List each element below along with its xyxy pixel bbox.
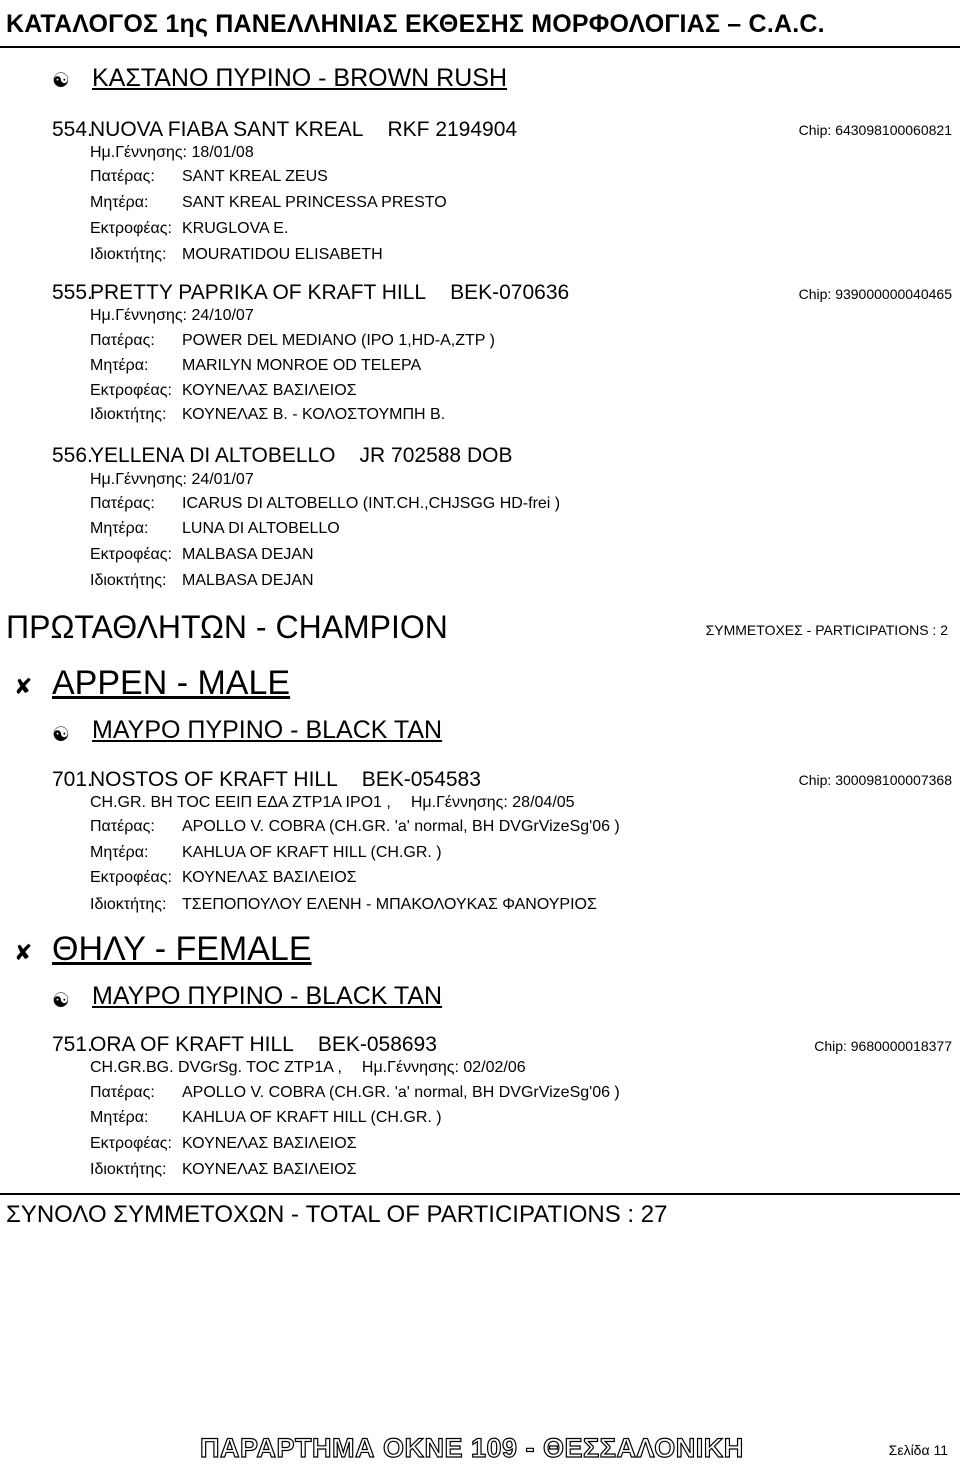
- owner-value: ΚΟΥΝΕΛΑΣ Β. - ΚΟΛΟΣΤΟΥΜΠΗ Β.: [182, 406, 446, 423]
- sire-value: POWER DEL MEDIANO (IPO 1,HD-A,ZTP ): [182, 332, 495, 349]
- breeder-label: Εκτροφέας:: [90, 869, 172, 886]
- cross-mark-icon: ✘: [14, 674, 33, 699]
- entry-breeder-row: [90, 382, 357, 400]
- entry-number: 556.: [52, 444, 93, 467]
- entry-sire-row: [90, 495, 560, 513]
- entry-name: ORA OF KRAFT HILL: [90, 1033, 294, 1056]
- entry-breeder-row: [90, 546, 314, 564]
- color-group-heading: ΜΑΥΡΟ ΠΥΡΙΝΟ - BLACK TAN: [92, 982, 443, 1010]
- sire-value: APOLLO V. COBRA (CH.GR. 'a' normal, BH DVGrVizeSg'06 ): [182, 818, 620, 835]
- entry-name: PRETTY PAPRIKA OF KRAFT HILL: [90, 281, 427, 304]
- breeder-label: Εκτροφέας:: [90, 1135, 172, 1152]
- owner-value: MALBASA DEJAN: [182, 572, 314, 589]
- owner-value: ΤΣΕΠΟΠΟΥΛΟΥ ΕΛΕΝΗ - ΜΠΑΚΟΛΟΥΚΑΣ ΦΑΝΟΥΡΙΟΣ: [182, 896, 597, 913]
- entry-owner-row: [90, 896, 597, 914]
- entry-owner-row: [90, 406, 445, 424]
- sire-label: Πατέρας:: [90, 1084, 155, 1101]
- entry-registration: RKF 2194904: [387, 118, 518, 141]
- breeder-label: Εκτροφέας:: [90, 382, 172, 399]
- owner-label: Ιδιοκτήτης:: [90, 572, 167, 589]
- entry-name: YELLENA DI ALTOBELLO: [90, 444, 336, 467]
- yin-yang-icon: ☯: [52, 724, 70, 746]
- entry-dam-row: [90, 1109, 442, 1127]
- entry-dob: Ημ.Γέννησης: 18/01/08: [90, 144, 254, 161]
- sire-label: Πατέρας:: [90, 495, 155, 512]
- entry-name: NUOVA FIABA SANT KREAL: [90, 118, 364, 141]
- breeder-label: Εκτροφέας:: [90, 220, 172, 237]
- entry-titles-dob: [90, 794, 575, 812]
- entry-registration: BEK-054583: [361, 768, 481, 791]
- entry-breeder-row: [90, 869, 357, 887]
- entry-owner-row: [90, 1161, 357, 1179]
- sire-label: Πατέρας:: [90, 818, 155, 835]
- dam-value: KAHLUA OF KRAFT HILL (CH.GR. ): [182, 1109, 442, 1126]
- breeder-value: ΚΟΥΝΕΛΑΣ ΒΑΣΙΛΕΙΟΣ: [182, 382, 357, 399]
- entry-chip: Chip: 643098100060821: [798, 122, 952, 138]
- dam-label: Μητέρα:: [90, 357, 149, 374]
- entry-dam-row: [90, 844, 442, 862]
- entry-chip: Chip: 300098100007368: [798, 772, 952, 788]
- entry-dob: Ημ.Γέννησης: 28/04/05: [410, 794, 575, 811]
- owner-label: Ιδιοκτήτης:: [90, 1161, 167, 1178]
- female-heading: ΘΗΛΥ - FEMALE: [52, 930, 312, 968]
- dam-label: Μητέρα:: [90, 520, 149, 537]
- entry-dam-row: [90, 520, 340, 538]
- entry-sire-row: [90, 818, 620, 836]
- breeder-value: MALBASA DEJAN: [182, 546, 314, 563]
- sire-value: APOLLO V. COBRA (CH.GR. 'a' normal, BH DVGrVizeSg'06 ): [182, 1084, 620, 1101]
- breeder-value: ΚΟΥΝΕΛΑΣ ΒΑΣΙΛΕΙΟΣ: [182, 869, 357, 886]
- entry-dob: Ημ.Γέννησης: 02/02/06: [361, 1059, 526, 1076]
- page-number: Σελίδα 11: [888, 1442, 948, 1458]
- entry-titles-dob: [90, 1059, 526, 1077]
- sire-label: Πατέρας:: [90, 332, 155, 349]
- owner-label: Ιδιοκτήτης:: [90, 406, 167, 423]
- entry-chip: Chip: 9680000018377: [814, 1038, 952, 1054]
- cross-mark-icon: ✘: [14, 940, 33, 965]
- entry-owner-row: [90, 572, 314, 590]
- breeder-value: ΚΟΥΝΕΛΑΣ ΒΑΣΙΛΕΙΟΣ: [182, 1135, 357, 1152]
- owner-value: ΚΟΥΝΕΛΑΣ ΒΑΣΙΛΕΙΟΣ: [182, 1161, 357, 1178]
- class-heading: ΠΡΩΤΑΘΛΗΤΩΝ - CHAMPION: [6, 609, 448, 645]
- breeder-value: KRUGLOVA E.: [182, 220, 289, 237]
- dam-label: Μητέρα:: [90, 194, 149, 211]
- entry-dob: Ημ.Γέννησης: 24/01/07: [90, 471, 254, 488]
- entry-registration: BEK-070636: [450, 281, 570, 304]
- dam-label: Μητέρα:: [90, 1109, 149, 1126]
- entry-titles: CH.GR. BH TOC ΕΕΙΠ ΕΔΑ ZTP1A IPO1 ,: [90, 794, 391, 811]
- color-group-heading: ΚΑΣΤΑΝΟ ΠΥΡΙΝΟ - BROWN RUSH: [92, 64, 508, 92]
- breeder-label: Εκτροφέας:: [90, 546, 172, 563]
- male-heading: ΑΡΡΕΝ - MALE: [52, 664, 291, 702]
- dam-value: LUNA DI ALTOBELLO: [182, 520, 340, 537]
- dam-value: MARILYN MONROE OD TELEPA: [182, 357, 422, 374]
- entry-registration: JR 702588 DOB: [359, 444, 513, 467]
- sire-value: SANT KREAL ZEUS: [182, 168, 328, 185]
- total-rule: [0, 1193, 960, 1195]
- dam-value: KAHLUA OF KRAFT HILL (CH.GR. ): [182, 844, 442, 861]
- total-participations: ΣΥΝΟΛΟ ΣΥΜΜΕΤΟΧΩΝ - TOTAL OF PARTICIPATIONS : 27: [6, 1201, 668, 1228]
- entry-title: [52, 768, 481, 792]
- entry-sire-row: [90, 168, 328, 186]
- entry-name: NOSTOS OF KRAFT HILL: [90, 768, 338, 791]
- class-participations: ΣΥΜΜΕΤΟΧΕΣ - PARTICIPATIONS : 2: [705, 622, 948, 638]
- owner-value: MOURATIDOU ELISABETH: [182, 246, 383, 263]
- sire-label: Πατέρας:: [90, 168, 155, 185]
- yin-yang-icon: ☯: [52, 70, 70, 92]
- entry-title: [52, 118, 517, 142]
- entry-breeder-row: [90, 220, 288, 238]
- entry-title: [52, 1033, 437, 1057]
- entry-number: 701.: [52, 768, 93, 791]
- entry-title: [52, 281, 569, 305]
- entry-title: [52, 444, 512, 468]
- entry-dob: Ημ.Γέννησης: 24/10/07: [90, 307, 254, 324]
- owner-label: Ιδιοκτήτης:: [90, 246, 167, 263]
- entry-sire-row: [90, 1084, 620, 1102]
- entry-sire-row: [90, 332, 495, 350]
- yin-yang-icon: ☯: [52, 990, 70, 1012]
- entry-dam-row: [90, 194, 447, 212]
- entry-dam-row: [90, 357, 421, 375]
- color-group-heading: ΜΑΥΡΟ ΠΥΡΙΝΟ - BLACK TAN: [92, 716, 443, 744]
- entry-breeder-row: [90, 1135, 357, 1153]
- dam-value: SANT KREAL PRINCESSA PRESTO: [182, 194, 447, 211]
- entry-chip: Chip: 939000000040465: [798, 286, 952, 302]
- entry-number: 554.: [52, 118, 93, 141]
- footer-title: ΠΑΡΑΡΤΗΜΑ ΟΚΝΕ 109 - ΘΕΣΣΑΛΟΝΙΚΗ: [200, 1433, 744, 1463]
- sire-value: ICARUS DI ALTOBELLO (INT.CH.,CHJSGG HD-frei ): [182, 495, 561, 512]
- entry-titles: CH.GR.BG. DVGrSg. TOC ZTP1A ,: [90, 1059, 342, 1076]
- header-rule: [0, 46, 960, 48]
- entry-number: 555.: [52, 281, 93, 304]
- page-header-title: ΚΑΤΑΛΟΓΟΣ 1ης ΠΑΝΕΛΛΗΝΙΑΣ ΕΚΘΕΣΗΣ ΜΟΡΦΟΛΟΓΙΑΣ – C.A.C.: [6, 10, 825, 38]
- entry-registration: BEK-058693: [317, 1033, 437, 1056]
- owner-label: Ιδιοκτήτης:: [90, 896, 167, 913]
- entry-owner-row: [90, 246, 383, 264]
- entry-number: 751.: [52, 1033, 93, 1056]
- dam-label: Μητέρα:: [90, 844, 149, 861]
